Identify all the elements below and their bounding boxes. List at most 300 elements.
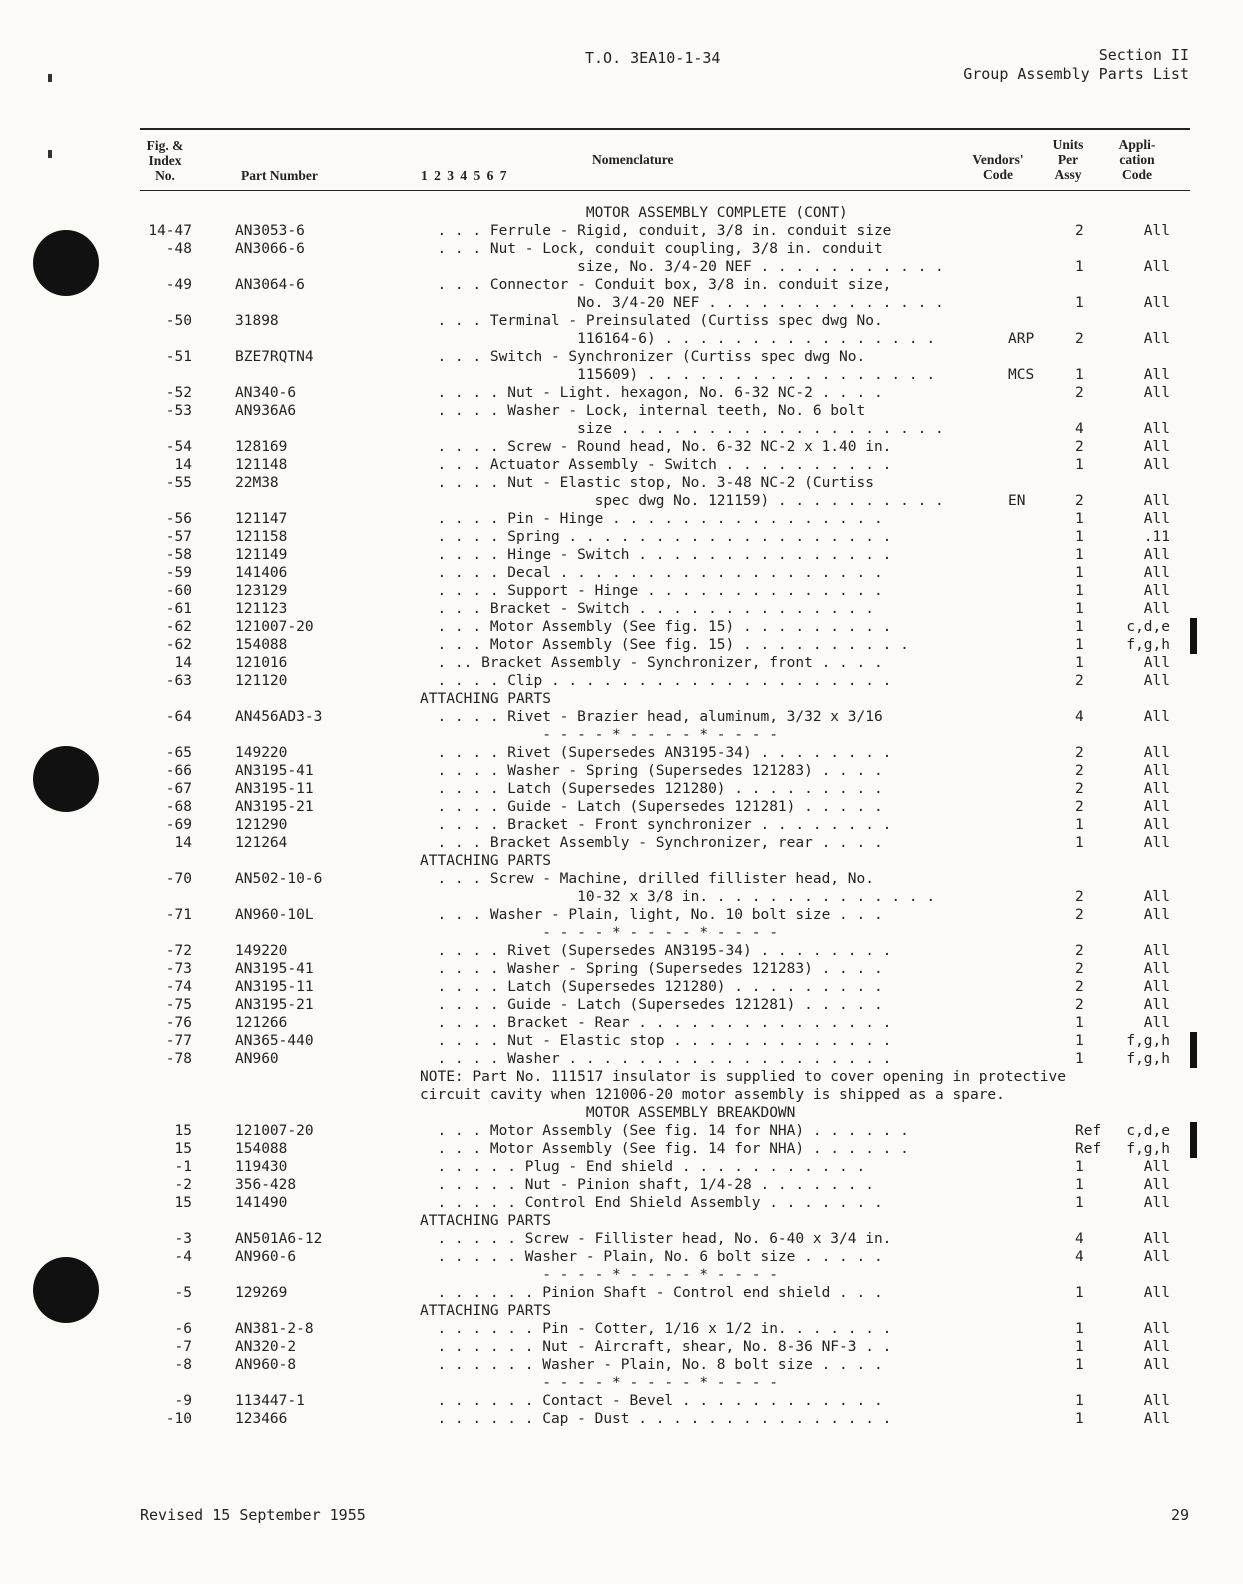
application-code-cell: All [1143,565,1170,581]
part-number-cell: 141406 [235,565,288,581]
part-number-cell: AN365-440 [235,1033,314,1049]
nomenclature-cell: . .. Bracket Assembly - Synchronizer, front . . . . [420,655,883,671]
table-row [0,240,1243,258]
nomenclature-cell: . . . . . . Cap - Dust . . . . . . . . . . . . . . . [420,1411,892,1427]
table-row [0,330,1243,348]
part-number-cell: 123129 [235,583,288,599]
table-row [0,1248,1243,1266]
units-per-assy-cell: 1 [1075,1321,1084,1337]
col-app-line1: Appli- [1118,137,1156,152]
table-row [0,726,1243,744]
col-vendors-line2: Code [983,167,1013,182]
table-row [0,1266,1243,1284]
units-per-assy-cell: Ref [1075,1141,1102,1157]
fig-index-cell: 15 [174,1123,192,1139]
units-per-assy-cell: 1 [1075,1285,1084,1301]
nomenclature-cell: MOTOR ASSEMBLY BREAKDOWN [420,1105,796,1121]
nomenclature-cell: - - - - * - - - - * - - - - [420,727,778,743]
nomenclature-cell: . . . . Rivet (Supersedes AN3195-34) . . . . . . . . [420,943,892,959]
table-row [0,294,1243,312]
part-number-cell: 121123 [235,601,288,617]
fig-index-cell: -52 [165,385,192,401]
nomenclature-cell: . . . . . Control End Shield Assembly . . . . . . . [420,1195,883,1211]
fig-index-cell: -67 [165,781,192,797]
units-per-assy-cell: 1 [1075,1339,1084,1355]
application-code-cell: All [1143,655,1170,671]
nomenclature-cell: . . . . Hinge - Switch . . . . . . . . . . . . . . . [420,547,892,563]
fig-index-cell: 14-47 [148,223,192,239]
application-code-cell: f,g,h [1126,1051,1170,1067]
units-per-assy-cell: 1 [1075,1357,1084,1373]
table-row [0,510,1243,528]
fig-index-cell: -53 [165,403,192,419]
nomenclature-cell: circuit cavity when 121006-20 motor assembly is shipped as a spare. [420,1087,1005,1103]
units-per-assy-cell: 1 [1075,565,1084,581]
fig-index-cell: -6 [174,1321,192,1337]
table-row [0,1158,1243,1176]
fig-index-cell: 15 [174,1195,192,1211]
units-per-assy-cell: 1 [1075,511,1084,527]
col-app-line3: Code [1122,167,1152,182]
application-code-cell: All [1143,1285,1170,1301]
nomenclature-cell: . . . . Bracket - Rear . . . . . . . . . . . . . . . [420,1015,892,1031]
col-units-line1: Units [1052,137,1084,152]
section-number: Section II [1098,46,1189,64]
part-number-cell: 121158 [235,529,288,545]
units-per-assy-cell: 1 [1075,1033,1084,1049]
table-row [0,546,1243,564]
fig-index-cell: -62 [165,637,192,653]
table-row [0,1194,1243,1212]
units-per-assy-cell: 1 [1075,367,1084,383]
units-per-assy-cell: 2 [1075,673,1084,689]
application-code-cell: All [1143,385,1170,401]
table-row [0,996,1243,1014]
nomenclature-cell: ATTACHING PARTS [420,1213,551,1229]
table-row [0,906,1243,924]
application-code-cell: All [1143,1357,1170,1373]
nomenclature-cell: . . . Connector - Conduit box, 3/8 in. conduit size, [420,277,892,293]
nomenclature-cell: spec dwg No. 121159) . . . . . . . . . . [420,493,944,509]
fig-index-cell: -57 [165,529,192,545]
part-number-cell: AN3066-6 [235,241,305,257]
application-code-cell: All [1143,799,1170,815]
application-code-cell: All [1143,1159,1170,1175]
table-row [0,528,1243,546]
application-code-cell: All [1143,1231,1170,1247]
table-row [0,402,1243,420]
nomenclature-cell: . . . . . Nut - Pinion shaft, 1/4-28 . . . . . . . [420,1177,874,1193]
table-row [0,276,1243,294]
table-row [0,834,1243,852]
units-per-assy-cell: 2 [1075,331,1084,347]
units-per-assy-cell: 2 [1075,997,1084,1013]
nomenclature-cell: . . . . Bracket - Front synchronizer . . . . . . . . [420,817,892,833]
application-code-cell: f,g,h [1126,637,1170,653]
units-per-assy-cell: 1 [1075,1159,1084,1175]
fig-index-cell: -1 [174,1159,192,1175]
units-per-assy-cell: Ref [1075,1123,1102,1139]
fig-index-cell: -65 [165,745,192,761]
nomenclature-cell: size . . . . . . . . . . . . . . . . . . . [420,421,944,437]
part-number-cell: 121290 [235,817,288,833]
nomenclature-cell: NOTE: Part No. 111517 insulator is supplied to cover opening in protective [420,1069,1067,1085]
part-number-cell: 31898 [235,313,279,329]
units-per-assy-cell: 2 [1075,943,1084,959]
part-number-cell: 149220 [235,943,288,959]
nomenclature-cell: . . . Motor Assembly (See fig. 14 for NHA) . . . . . . [420,1141,909,1157]
units-per-assy-cell: 1 [1075,583,1084,599]
table-row [0,492,1243,510]
fig-index-cell: -10 [165,1411,192,1427]
col-fig-index-line3: No. [155,168,175,183]
part-number-cell: AN502-10-6 [235,871,323,887]
fig-index-cell: -3 [174,1231,192,1247]
units-per-assy-cell: 1 [1075,295,1084,311]
nomenclature-cell: . . . . Nut - Elastic stop, No. 3-48 NC-2 (Curtiss [420,475,874,491]
table-row [0,1068,1243,1086]
part-number-cell: AN3195-21 [235,799,314,815]
table-row [0,204,1243,222]
nomenclature-cell: - - - - * - - - - * - - - - [420,925,778,941]
application-code-cell: All [1143,223,1170,239]
table-top-rule [140,128,1190,130]
table-row [0,1032,1243,1050]
table-header-rule [140,190,1190,191]
table-row [0,600,1243,618]
fig-index-cell: -70 [165,871,192,887]
part-number-cell: 123466 [235,1411,288,1427]
table-row [0,438,1243,456]
fig-index-cell: -68 [165,799,192,815]
part-number-cell: AN3195-11 [235,979,314,995]
application-code-cell: All [1143,421,1170,437]
table-row [0,1014,1243,1032]
part-number-cell: AN3195-41 [235,763,314,779]
part-number-cell: 154088 [235,1141,288,1157]
table-row [0,690,1243,708]
fig-index-cell: -69 [165,817,192,833]
part-number-cell: 149220 [235,745,288,761]
nomenclature-cell: . . . . Decal . . . . . . . . . . . . . . . . . . . [420,565,883,581]
table-row [0,708,1243,726]
part-number-cell: 154088 [235,637,288,653]
units-per-assy-cell: 1 [1075,1177,1084,1193]
nomenclature-cell: . . . . Washer - Spring (Supersedes 121283) . . . . [420,763,883,779]
units-per-assy-cell: 2 [1075,223,1084,239]
units-per-assy-cell: 1 [1075,1411,1084,1427]
units-per-assy-cell: 1 [1075,259,1084,275]
nomenclature-cell: . . . . . Screw - Fillister head, No. 6-40 x 3/4 in. [420,1231,892,1247]
vendor-code-cell: ARP [1008,331,1035,347]
fig-index-cell: -4 [174,1249,192,1265]
part-number-cell: 121149 [235,547,288,563]
application-code-cell: All [1143,889,1170,905]
application-code-cell: All [1143,331,1170,347]
part-number-cell: AN3195-11 [235,781,314,797]
nomenclature-cell: . . . . . Washer - Plain, No. 6 bolt size . . . . . [420,1249,883,1265]
application-code-cell: All [1143,493,1170,509]
table-row [0,780,1243,798]
table-row [0,798,1243,816]
fig-index-cell: -74 [165,979,192,995]
table-row [0,1410,1243,1428]
col-fig-index-line1: Fig. & [146,138,184,153]
table-row [0,744,1243,762]
nomenclature-cell: . . . . Support - Hinge . . . . . . . . . . . . . . [420,583,883,599]
nomenclature-cell: . . . . Rivet - Brazier head, aluminum, 3/32 x 3/16 [420,709,883,725]
col-vendors-line1: Vendors' [972,152,1024,167]
table-row [0,312,1243,330]
table-row [0,222,1243,240]
table-row [0,1176,1243,1194]
units-per-assy-cell: 2 [1075,385,1084,401]
col-units-line3: Assy [1054,167,1082,182]
application-code-cell: All [1143,601,1170,617]
table-row [0,564,1243,582]
nomenclature-cell: . . . . . . Pin - Cotter, 1/16 x 1/2 in. . . . . . . [420,1321,892,1337]
fig-index-cell: -51 [165,349,192,365]
table-row [0,1104,1243,1122]
table-row [0,1356,1243,1374]
fig-index-cell: -7 [174,1339,192,1355]
part-number-cell: 356-428 [235,1177,297,1193]
fig-index-cell: 14 [174,457,192,473]
application-code-cell: All [1143,367,1170,383]
part-number-cell: 121266 [235,1015,288,1031]
fig-index-cell: -77 [165,1033,192,1049]
nomenclature-cell: . . . . . . Nut - Aircraft, shear, No. 8-36 NF-3 . . [420,1339,892,1355]
table-row [0,618,1243,636]
nomenclature-cell: . . . Motor Assembly (See fig. 15) . . . . . . . . . [420,619,892,635]
part-number-cell: AN3195-41 [235,961,314,977]
units-per-assy-cell: 2 [1075,493,1084,509]
application-code-cell: All [1143,1249,1170,1265]
table-row [0,1230,1243,1248]
units-per-assy-cell: 2 [1075,979,1084,995]
part-number-cell: AN381-2-8 [235,1321,314,1337]
units-per-assy-cell: 1 [1075,547,1084,563]
units-per-assy-cell: 2 [1075,961,1084,977]
nomenclature-cell: . . . . Washer . . . . . . . . . . . . . . . . . . . [420,1051,892,1067]
nomenclature-cell: size, No. 3/4-20 NEF . . . . . . . . . . . [420,259,944,275]
application-code-cell: .11 [1143,529,1170,545]
part-number-cell: 113447-1 [235,1393,305,1409]
table-row [0,942,1243,960]
application-code-cell: f,g,h [1126,1033,1170,1049]
nomenclature-cell: . . . . Nut - Light. hexagon, No. 6-32 NC-2 . . . . [420,385,883,401]
units-per-assy-cell: 1 [1075,1195,1084,1211]
table-row [0,366,1243,384]
nomenclature-cell: 116164-6) . . . . . . . . . . . . . . . . [420,331,936,347]
nomenclature-cell: . . . Actuator Assembly - Switch . . . . . . . . . . [420,457,892,473]
application-code-cell: All [1143,1411,1170,1427]
table-row [0,870,1243,888]
nomenclature-cell: - - - - * - - - - * - - - - [420,1375,778,1391]
part-number-cell: AN960 [235,1051,279,1067]
nomenclature-cell: . . . . Washer - Spring (Supersedes 121283) . . . . [420,961,883,977]
table-row [0,1122,1243,1140]
col-units-line2: Per [1057,152,1079,167]
part-number-cell: 119430 [235,1159,288,1175]
section-title: Group Assembly Parts List [963,65,1189,83]
table-row [0,762,1243,780]
nomenclature-cell: ATTACHING PARTS [420,691,551,707]
fig-index-cell: -56 [165,511,192,527]
units-per-assy-cell: 1 [1075,601,1084,617]
application-code-cell: All [1143,511,1170,527]
units-per-assy-cell: 2 [1075,763,1084,779]
nomenclature-cell: . . . . Washer - Lock, internal teeth, No. 6 bolt [420,403,866,419]
application-code-cell: All [1143,547,1170,563]
table-row [0,1212,1243,1230]
units-per-assy-cell: 2 [1075,889,1084,905]
section-header [963,46,1189,84]
units-per-assy-cell: 4 [1075,421,1084,437]
table-row [0,456,1243,474]
col-part-number: Part Number [241,168,318,183]
units-per-assy-cell: 4 [1075,1231,1084,1247]
application-code-cell: All [1143,1177,1170,1193]
application-code-cell: All [1143,1393,1170,1409]
page-number: 29 [1170,1506,1189,1524]
units-per-assy-cell: 1 [1075,1015,1084,1031]
nomenclature-cell: . . . . Latch (Supersedes 121280) . . . . . . . . . [420,781,883,797]
table-row [0,672,1243,690]
table-row [0,420,1243,438]
fig-index-cell: 15 [174,1141,192,1157]
fig-index-cell: -62 [165,619,192,635]
application-code-cell: c,d,e [1126,619,1170,635]
nomenclature-cell: . . . . Screw - Round head, No. 6-32 NC-2 x 1.40 in. [420,439,892,455]
part-number-cell: 128169 [235,439,288,455]
units-per-assy-cell: 1 [1075,655,1084,671]
fig-index-cell: -60 [165,583,192,599]
table-row [0,1086,1243,1104]
col-fig-index [140,138,190,183]
part-number-cell: AN320-2 [235,1339,297,1355]
nomenclature-cell: . . . Motor Assembly (See fig. 15) . . . . . . . . . . [420,637,909,653]
units-per-assy-cell: 1 [1075,1051,1084,1067]
application-code-cell: All [1143,673,1170,689]
nomenclature-cell: . . . . . . Contact - Bevel . . . . . . . . . . . . [420,1393,883,1409]
part-number-cell: AN3064-6 [235,277,305,293]
part-number-cell: 121120 [235,673,288,689]
table-row [0,1302,1243,1320]
table-row [0,1338,1243,1356]
nomenclature-cell: . . . . Rivet (Supersedes AN3195-34) . . . . . . . . [420,745,892,761]
fig-index-cell: -8 [174,1357,192,1373]
nomenclature-cell: . . . . . . Pinion Shaft - Control end shield . . . [420,1285,883,1301]
part-number-cell: AN960-8 [235,1357,297,1373]
units-per-assy-cell: 2 [1075,439,1084,455]
nomenclature-cell: . . . Ferrule - Rigid, conduit, 3/8 in. conduit size [420,223,892,239]
part-number-cell: AN456AD3-3 [235,709,323,725]
table-row [0,978,1243,996]
fig-index-cell: -76 [165,1015,192,1031]
fig-index-cell: -72 [165,943,192,959]
nomenclature-cell: ATTACHING PARTS [420,853,551,869]
application-code-cell: All [1143,835,1170,851]
application-code-cell: All [1143,961,1170,977]
application-code-cell: All [1143,907,1170,923]
units-per-assy-cell: 1 [1075,457,1084,473]
application-code-cell: All [1143,439,1170,455]
table-row [0,1284,1243,1302]
nomenclature-cell: . . . Terminal - Preinsulated (Curtiss spec dwg No. [420,313,883,329]
nomenclature-cell: 115609) . . . . . . . . . . . . . . . . . [420,367,936,383]
application-code-cell: All [1143,943,1170,959]
units-per-assy-cell: 1 [1075,637,1084,653]
fig-index-cell: -48 [165,241,192,257]
part-number-cell: 121148 [235,457,288,473]
fig-index-cell: -63 [165,673,192,689]
application-code-cell: All [1143,997,1170,1013]
part-number-cell: 121007-20 [235,619,314,635]
fig-index-cell: -49 [165,277,192,293]
col-nomenclature: Nomenclature [592,152,674,167]
application-code-cell: All [1143,457,1170,473]
units-per-assy-cell: 2 [1075,799,1084,815]
vendor-code-cell: MCS [1008,367,1035,383]
part-number-cell: 121007-20 [235,1123,314,1139]
application-code-cell: All [1143,763,1170,779]
part-number-cell: 141490 [235,1195,288,1211]
parts-list-table [0,204,1243,1428]
part-number-cell: 22M38 [235,475,279,491]
application-code-cell: All [1143,745,1170,761]
units-per-assy-cell: 1 [1075,1393,1084,1409]
units-per-assy-cell: 2 [1075,745,1084,761]
col-vendors-code [958,152,1038,182]
part-number-cell: AN936A6 [235,403,297,419]
col-units-per-assy [1043,137,1093,182]
part-number-cell: AN960-6 [235,1249,297,1265]
application-code-cell: All [1143,583,1170,599]
col-fig-index-line2: Index [148,153,182,168]
nomenclature-cell: ATTACHING PARTS [420,1303,551,1319]
table-row [0,1374,1243,1392]
fig-index-cell: -54 [165,439,192,455]
table-row [0,654,1243,672]
margin-mark-2 [48,150,52,158]
application-code-cell: All [1143,259,1170,275]
nomenclature-cell: . . . Washer - Plain, light, No. 10 bolt size . . . [420,907,883,923]
part-number-cell: 129269 [235,1285,288,1301]
nomenclature-cell: . . . . . Plug - End shield . . . . . . . . . . . [420,1159,866,1175]
fig-index-cell: -78 [165,1051,192,1067]
nomenclature-cell: . . . . Clip . . . . . . . . . . . . . . . . . . . . [420,673,892,689]
part-number-cell: 121147 [235,511,288,527]
nomenclature-cell: . . . . Spring . . . . . . . . . . . . . . . . . . . [420,529,892,545]
nomenclature-cell: MOTOR ASSEMBLY COMPLETE (CONT) [420,205,848,221]
table-row [0,636,1243,654]
table-row [0,924,1243,942]
nomenclature-cell: . . . . Latch (Supersedes 121280) . . . . . . . . . [420,979,883,995]
units-per-assy-cell: 4 [1075,1249,1084,1265]
fig-index-cell: 14 [174,835,192,851]
table-row [0,582,1243,600]
nomenclature-cell: . . . . Nut - Elastic stop . . . . . . . . . . . . . [420,1033,892,1049]
nomenclature-cell: . . . . Pin - Hinge . . . . . . . . . . . . . . . . [420,511,883,527]
application-code-cell: All [1143,1321,1170,1337]
application-code-cell: All [1143,781,1170,797]
table-row [0,1392,1243,1410]
application-code-cell: c,d,e [1126,1123,1170,1139]
units-per-assy-cell: 1 [1075,529,1084,545]
application-code-cell: All [1143,295,1170,311]
fig-index-cell: 14 [174,655,192,671]
